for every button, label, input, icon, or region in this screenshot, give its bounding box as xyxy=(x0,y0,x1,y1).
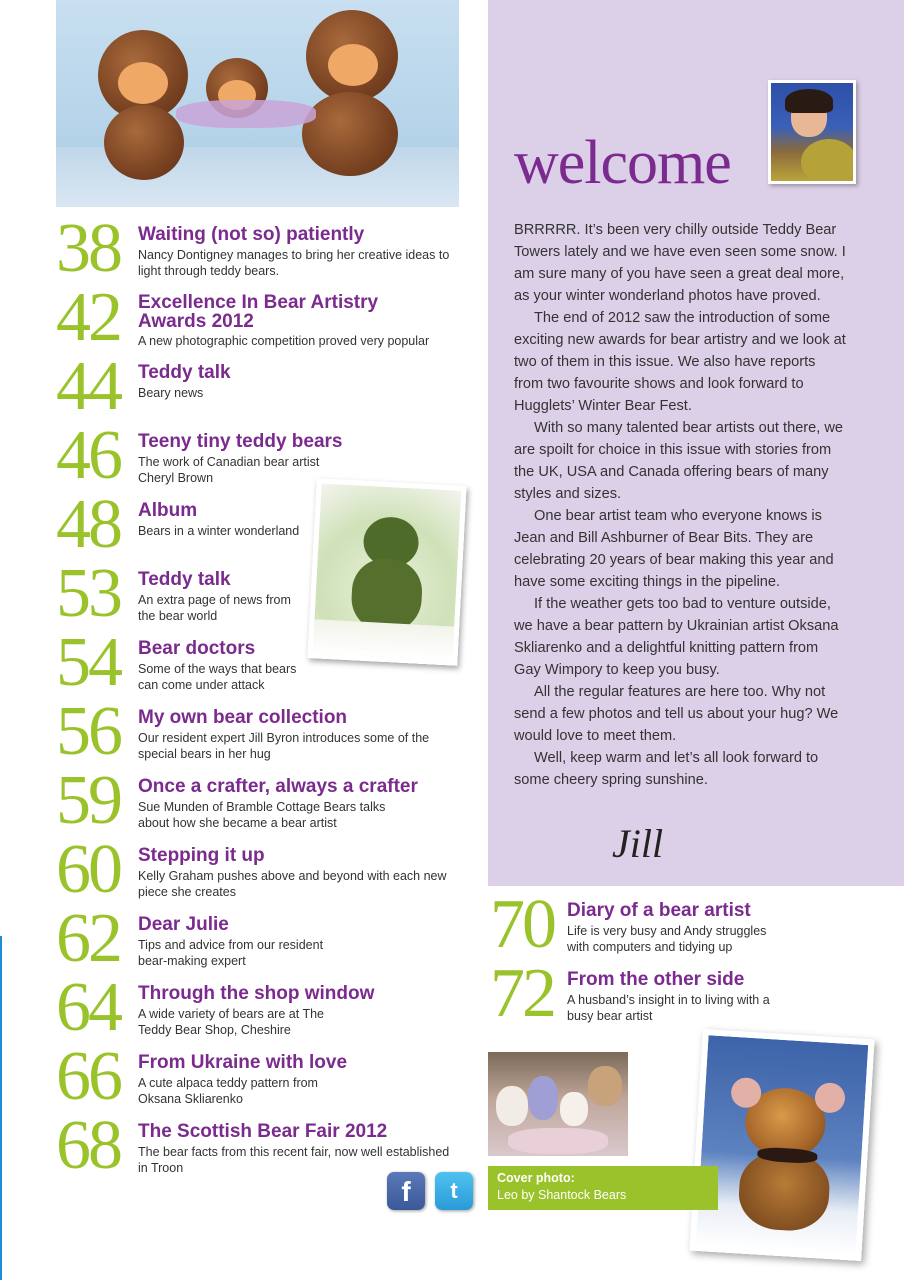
entry-description: Tips and advice from our resident bear-making expert xyxy=(138,938,324,968)
entry-title: The Scottish Bear Fair 2012 xyxy=(138,1121,388,1142)
entry-title: Teeny tiny teddy bears xyxy=(138,431,343,452)
entry-title: Diary of a bear artist xyxy=(567,900,751,921)
page-number: 46 xyxy=(56,417,120,494)
page-number: 59 xyxy=(56,762,120,839)
entry-title: Waiting (not so) patiently xyxy=(138,224,365,245)
editor-photo xyxy=(768,80,856,184)
entry-description: Beary news xyxy=(138,386,204,400)
entry-title: Teddy talk xyxy=(138,569,231,590)
page-number: 68 xyxy=(56,1107,120,1184)
entry-description: A new photographic competition proved very popular xyxy=(138,334,430,348)
letter-paragraph: Well, keep warm and let’s all look forward to some cheery spring sunshine. xyxy=(514,750,819,788)
page-number: 54 xyxy=(56,624,120,701)
contents-entry[interactable] xyxy=(488,955,788,1039)
entry-description: The work of Canadian bear artist Cheryl Brown xyxy=(138,455,320,485)
page-number: 44 xyxy=(56,348,120,425)
entry-title: Once a crafter, always a crafter xyxy=(138,776,418,797)
entry-title: From Ukraine with love xyxy=(138,1052,348,1073)
page-number: 60 xyxy=(56,831,120,908)
album-photo xyxy=(307,478,466,666)
facebook-icon[interactable]: f xyxy=(387,1172,425,1210)
page-number: 66 xyxy=(56,1038,120,1115)
cover-label: Cover photo: xyxy=(497,1171,575,1185)
cover-credit: Leo by Shantock Bears xyxy=(497,1188,627,1202)
welcome-letter xyxy=(514,219,846,791)
page-number: 62 xyxy=(56,900,120,977)
entry-description: A wide variety of bears are at The Teddy Bear Shop, Cheshire xyxy=(138,1007,324,1037)
page-number: 38 xyxy=(56,210,120,287)
entry-title: Bear doctors xyxy=(138,638,256,659)
page-number: 64 xyxy=(56,969,120,1046)
page-number: 42 xyxy=(56,279,120,356)
cover-caption xyxy=(488,1166,718,1210)
letter-paragraph: All the regular features are here too. Why not send a few photos and tell us about your hug? We would love to meet them. xyxy=(514,684,839,744)
welcome-heading: welcome xyxy=(514,129,731,197)
entry-description: Kelly Graham pushes above and beyond with each new piece she creates xyxy=(138,869,447,899)
page-number: 56 xyxy=(56,693,120,770)
entry-description: Our resident expert Jill Byron introduces some of the special bears in her hug xyxy=(138,731,430,761)
cover-photo xyxy=(689,1029,874,1261)
page-edge-rule xyxy=(0,936,2,1280)
page-number: 72 xyxy=(490,955,554,1032)
bear-collection-photo xyxy=(488,1052,628,1156)
entry-title: Dear Julie xyxy=(138,914,229,935)
entry-description: An extra page of news from the bear world xyxy=(138,593,291,623)
letter-paragraph: BRRRRR. It’s been very chilly outside Teddy Bear Towers lately and we have even seen some snow. I am sure many of you have seen a great deal more, as your winter wonderland photos have proved. xyxy=(514,222,846,304)
letter-paragraph: The end of 2012 saw the introduction of some exciting new awards for bear artistry and we look at two of them in this issue. We also have reports from two favourite shows and look forward to Hugglets’ Winter Bear Fest. xyxy=(514,310,846,414)
entry-description: The bear facts from this recent fair, now well established in Troon xyxy=(138,1145,450,1175)
entry-description: A husband’s insight in to living with a busy bear artist xyxy=(567,993,770,1023)
entry-description: Life is very busy and Andy struggles with computers and tidying up xyxy=(567,924,767,954)
editor-signature: Jill xyxy=(612,821,664,866)
page-number: 70 xyxy=(490,886,554,963)
entry-title: Through the shop window xyxy=(138,983,375,1004)
entry-title: My own bear collection xyxy=(138,707,348,728)
page-number: 53 xyxy=(56,555,120,632)
entry-title: Excellence In Bear Artistry Awards 2012 xyxy=(138,292,379,332)
entry-description: Some of the ways that bears can come under attack xyxy=(138,662,297,692)
entry-description: Sue Munden of Bramble Cottage Bears talks about how she became a bear artist xyxy=(138,800,386,830)
entry-title: Album xyxy=(138,500,198,521)
twitter-icon[interactable]: t xyxy=(435,1172,473,1210)
letter-paragraph: One bear artist team who everyone knows is Jean and Bill Ashburner of Bear Bits. They are celebrating 20 years of bear making this year and have some exciting things in the pipeline. xyxy=(514,508,834,590)
entry-title: From the other side xyxy=(567,969,745,990)
entry-title: Teddy talk xyxy=(138,362,231,383)
letter-paragraph: If the weather gets too bad to venture outside, we have a bear pattern by Ukrainian artist Oksana Skliarenko and a delightful knitting pattern from Gay Wimpory to keep you busy. xyxy=(514,596,839,678)
entry-description: Bears in a winter wonderland xyxy=(138,524,300,538)
entry-description: A cute alpaca teddy pattern from Oksana Skliarenko xyxy=(138,1076,318,1106)
page-number: 48 xyxy=(56,486,120,563)
monkeys-photo xyxy=(56,0,459,207)
letter-paragraph: With so many talented bear artists out there, we are spoilt for choice in this issue with stories from the UK, USA and Canada offering bears of many styles and sizes. xyxy=(514,420,844,502)
entry-description: Nancy Dontigney manages to bring her creative ideas to light through teddy bears. xyxy=(138,248,450,278)
entry-title: Stepping it up xyxy=(138,845,265,866)
